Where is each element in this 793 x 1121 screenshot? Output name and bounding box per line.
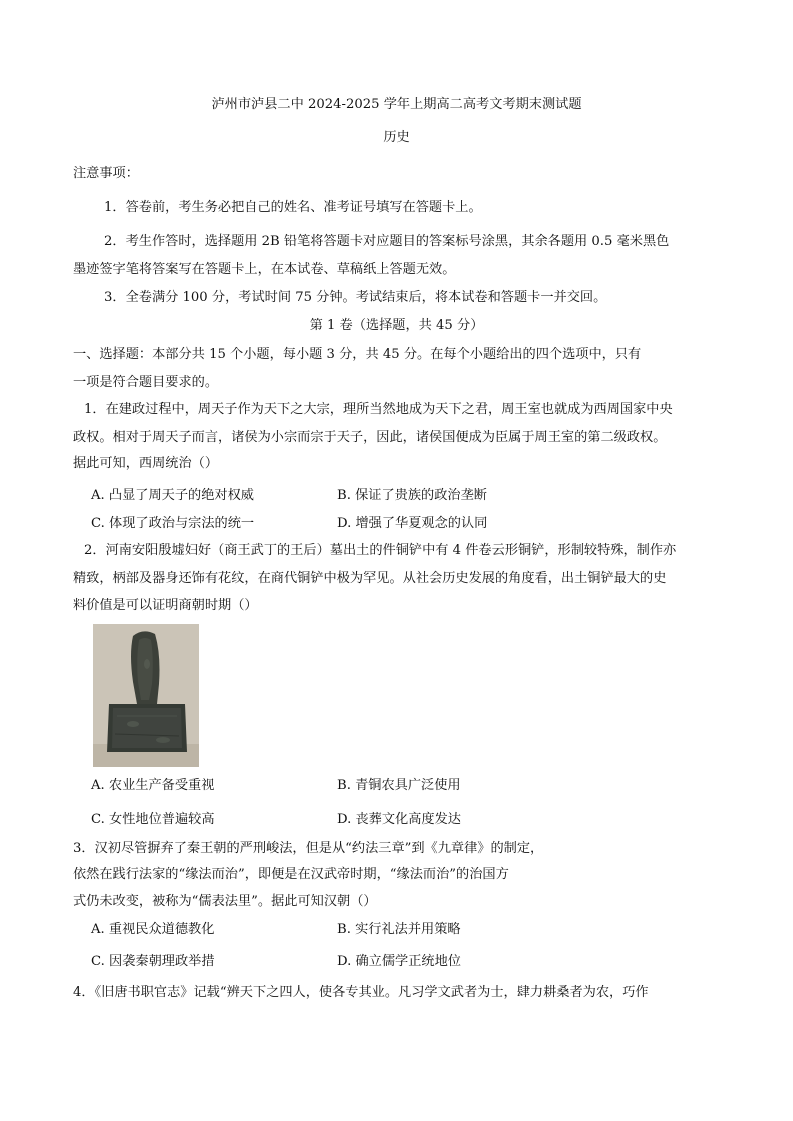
notice-item-2-line-1: 2．考生作答时，选择题用 2B 铅笔将答题卡对应题目的答案标号涂黑，其余各题用 0.5 毫米黑色 xyxy=(104,234,670,249)
q1-stem-line-3: 据此可知，西周统治（） xyxy=(73,456,219,471)
q2-option-d: D. 丧葬文化高度发达 xyxy=(337,812,461,827)
notice-item-3: 3．全卷满分 100 分，考试时间 75 分钟。考试结束后，将本试卷和答题卡一并交回。 xyxy=(104,290,607,305)
bronze-spade-image xyxy=(93,624,199,767)
exam-title: 泸州市泸县二中 2024-2025 学年上期高二高考文考期末测试题 xyxy=(211,97,582,112)
q3-stem-line-3: 式仍未改变，被称为“儒表法里”。据此可知汉朝（） xyxy=(73,894,377,909)
q2-stem-line-2: 精致，柄部及器身还饰有花纹，在商代铜铲中极为罕见。从社会历史发展的角度看，出土铜铲最大的史 xyxy=(73,571,667,586)
q1-option-c: C. 体现了政治与宗法的统一 xyxy=(91,516,255,531)
q2-option-b: B. 青铜农具广泛使用 xyxy=(337,778,461,793)
q4-stem-line-1: 4．《旧唐书职官志》记载“辨天下之四人，使各专其业。凡习学文武者为士，肆力耕桑者为农，巧作 xyxy=(73,985,649,1000)
section-title: 第 1 卷（选择题，共 45 分） xyxy=(309,318,484,333)
q1-stem-line-1: 1．在建政过程中，周天子作为天下之大宗，理所当然地成为天下之君，周王室也就成为西周国家中央 xyxy=(84,402,673,417)
q3-option-b: B. 实行礼法并用策略 xyxy=(337,922,461,937)
q2-option-a: A. 农业生产备受重视 xyxy=(91,778,215,793)
q1-option-d: D. 增强了华夏观念的认同 xyxy=(337,516,488,531)
q1-option-b: B. 保证了贵族的政治垄断 xyxy=(337,488,487,503)
q3-stem-line-1: 3．汉初尽管摒弃了秦王朝的严刑峻法，但是从“约法三章”到《九章律》的制定， xyxy=(73,841,544,856)
q2-stem-line-1: 2．河南安阳殷墟妇好（商王武丁的王后）墓出土的件铜铲中有 4 件卷云形铜铲，形制较特殊，制作亦 xyxy=(84,543,677,558)
q1-option-a: A. 凸显了周天子的绝对权威 xyxy=(91,488,254,503)
q2-stem-line-3: 料价值是可以证明商朝时期（） xyxy=(73,598,258,613)
q3-option-d: D. 确立儒学正统地位 xyxy=(337,954,461,969)
bronze-spade-photo xyxy=(93,624,199,767)
exam-subject: 历史 xyxy=(383,130,410,145)
notice-item-2-line-2: 墨迹签字笔将答案写在答题卡上，在本试卷、草稿纸上答题无效。 xyxy=(73,262,456,277)
section-intro-line-2: 一项是符合题目要求的。 xyxy=(73,375,219,390)
notice-item-1: 1．答卷前，考生务必把自己的姓名、准考证号填写在答题卡上。 xyxy=(104,200,482,215)
q3-option-a: A. 重视民众道德教化 xyxy=(91,922,215,937)
q2-option-c: C. 女性地位普遍较高 xyxy=(91,812,215,827)
q3-option-c: C. 因袭秦朝理政举措 xyxy=(91,954,215,969)
section-intro-line-1: 一、选择题：本部分共 15 个小题，每小题 3 分，共 45 分。在每个小题给出的四个选项中，只有 xyxy=(73,347,642,362)
q1-stem-line-2: 政权。相对于周天子而言，诸侯为小宗而宗于天子，因此，诸侯国便成为臣属于周王室的第二级政权。 xyxy=(73,430,667,445)
q3-stem-line-2: 依然在践行法家的“缘法而治”，即便是在汉武帝时期，“缘法而治”的治国方 xyxy=(73,867,509,882)
notice-heading: 注意事项： xyxy=(73,166,139,181)
